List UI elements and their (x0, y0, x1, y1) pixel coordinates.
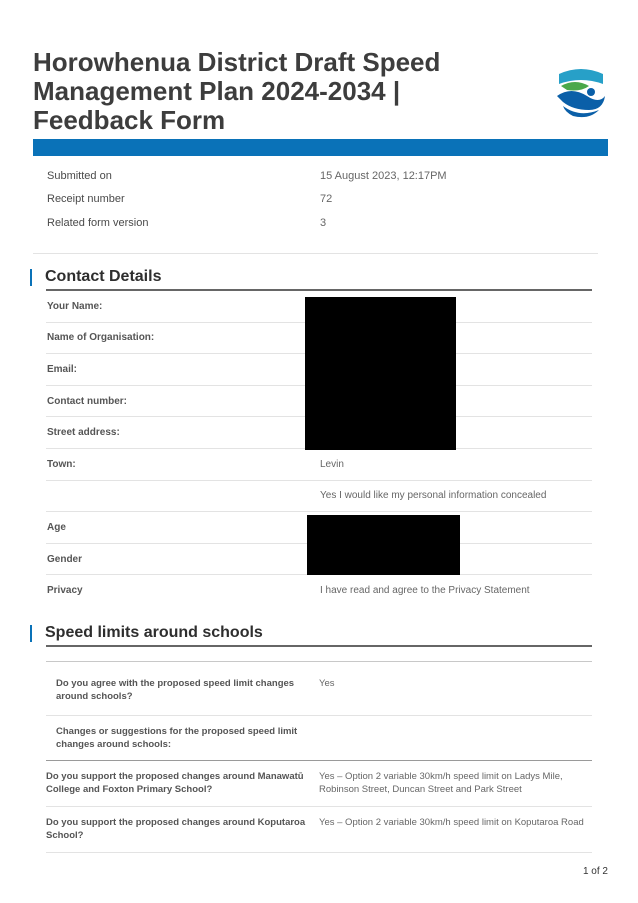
question: Do you support the proposed changes around Koputaroa School? (46, 817, 306, 841)
field-label: Gender (47, 553, 83, 565)
contact-section-heading (30, 268, 161, 286)
field-value: I have read and agree to the Privacy Statement (320, 585, 530, 597)
page-number: 1 of 2 (582, 866, 608, 877)
meta-value: 72 (320, 193, 333, 206)
meta-value: 3 (320, 216, 327, 229)
redaction-block (307, 515, 460, 575)
question: Do you agree with the proposed speed limit changes around schools? (56, 678, 295, 702)
field-label: Street address: (47, 427, 120, 439)
answer: Yes (319, 678, 335, 689)
meta-label: Receipt number (47, 193, 125, 206)
section-title: Speed limits around schools (45, 624, 263, 641)
table-row (46, 449, 592, 481)
table-row (46, 761, 592, 807)
section-marker (30, 625, 32, 642)
council-logo-icon (553, 66, 609, 120)
meta-value: 15 August 2023, 12:17PM (320, 169, 447, 182)
table-row (46, 716, 592, 761)
field-label: Town: (47, 458, 76, 470)
table-row (46, 807, 592, 853)
header-bar (33, 139, 608, 156)
field-label: Name of Organisation: (47, 332, 155, 344)
redaction-block (305, 297, 456, 450)
meta-label: Submitted on (47, 169, 112, 182)
section-marker (30, 269, 32, 286)
answer: Yes – Option 2 variable 30km/h speed limit on Koputaroa Road (319, 817, 584, 828)
meta-row-submitted (33, 164, 598, 188)
schools-table (46, 661, 592, 853)
answer (309, 726, 579, 751)
question: Do you support the proposed changes around Manawatū College and Foxton Primary School? (46, 771, 304, 795)
question: Changes or suggestions for the proposed speed limit changes around schools: (56, 726, 298, 750)
page-title: Horowhenua District Draft Speed Management Plan 2024-2034 | Feedback Form (33, 47, 441, 135)
field-label: Your Name: (47, 300, 103, 312)
field-label: Email: (47, 363, 78, 375)
table-row (46, 662, 592, 716)
submission-meta (33, 164, 598, 235)
answer: Yes – Option 2 variable 30km/h speed limit on Ladys Mile, Robinson Street, Duncan Street and Park Street (319, 771, 563, 795)
schools-section-heading (30, 624, 263, 642)
divider (33, 253, 598, 254)
field-value: Levin (320, 458, 344, 470)
field-label: Age (47, 521, 66, 533)
field-label: Contact number: (47, 395, 127, 407)
field-value: Yes I would like my personal information concealed (320, 490, 547, 502)
meta-row-version (33, 211, 598, 235)
meta-label: Related form version (47, 216, 149, 229)
meta-row-receipt (33, 188, 598, 212)
field-label: Privacy (47, 585, 83, 597)
table-row (46, 481, 592, 513)
table-row (46, 575, 592, 606)
section-rule (46, 645, 592, 647)
section-title: Contact Details (45, 268, 162, 285)
